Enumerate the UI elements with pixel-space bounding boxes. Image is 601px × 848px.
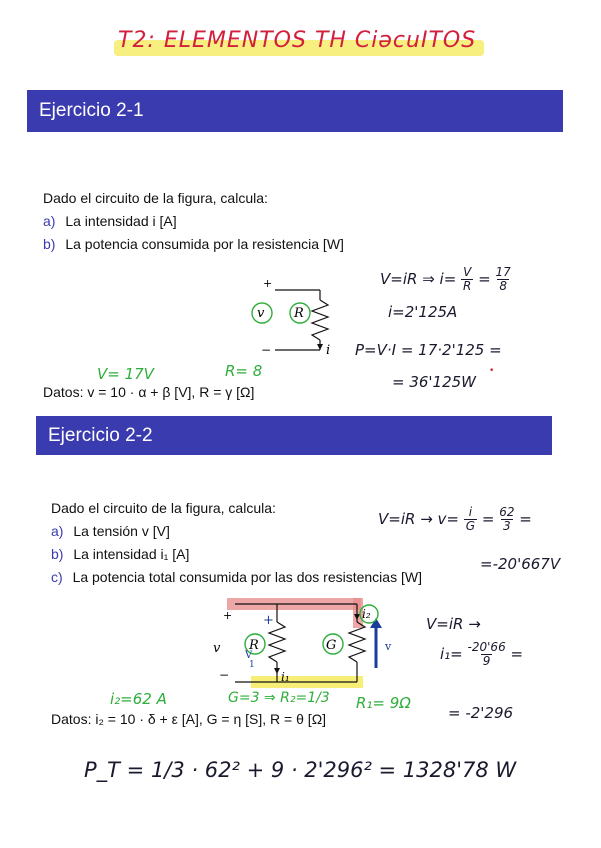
circuit-r-label: R (249, 638, 259, 653)
item-a-marker: a) (43, 213, 56, 229)
mark-arrow-v: v (385, 640, 392, 653)
circuit-i1-label: i₁ (281, 670, 290, 684)
exercise-2-2-item-c (51, 569, 422, 585)
circuit-minus-label: − (219, 668, 230, 682)
note-2-2-i1: i₁= $\frac{-20'66}{9}$ = (440, 640, 524, 668)
mark-1: 1 (249, 660, 255, 670)
note-frac1 (464, 506, 477, 533)
page-title: T2: ELEMENTOS TH CiəcuITOS (118, 28, 477, 53)
final-power-result: P_T = 1/3 · 62² + 9 · 2'296² = 1328'78 W (84, 758, 517, 782)
note-frac3 (468, 641, 506, 668)
note-2-1-line2: i=2'125A (388, 303, 458, 321)
note-2-2-line3: V=iR → (426, 615, 481, 633)
note-v-value: V= 17V (97, 365, 154, 383)
exercise-2-2-header (36, 416, 552, 455)
note-r1-value: R₁= 9Ω (356, 694, 411, 712)
exercise-2-2-item-a (51, 523, 170, 539)
circuit-plus-label: + (223, 609, 233, 622)
circuit-i2-label: i₂ (362, 607, 371, 621)
circuit-i-label: i (326, 343, 331, 358)
exercise-2-1-item-b (43, 236, 344, 252)
exercise-2-1-item-a (43, 213, 177, 229)
item-b-text: La potencia consumida por la resistencia [W] (65, 236, 344, 252)
item-c-text: La potencia total consumida por las dos resistencias [W] (72, 569, 422, 585)
note-g-value: G=3 ⇒ R₂=1/3 (228, 690, 330, 706)
note-ohm-law: V=iR ⇒ i= (380, 270, 457, 288)
mark-plus: + (263, 613, 274, 628)
item-b-marker: b) (43, 236, 56, 252)
circuit-g-label: G (326, 638, 337, 653)
frac1-num: i (468, 505, 473, 519)
frac3-den: 9 (482, 654, 491, 668)
mark-v: V (245, 650, 253, 661)
circuit-2-2 (205, 592, 410, 697)
note-i1-left: i₁= (440, 645, 463, 663)
frac2-den: 3 (503, 519, 511, 533)
note-2-2-line2: =-20'667V (480, 555, 561, 573)
exercise-2-1-intro: Dado el circuito de la figura, calcula: (43, 190, 268, 206)
frac1-den: R (463, 279, 472, 293)
item-a-text: La intensidad i [A] (65, 213, 177, 229)
circuit-v-label: v (213, 641, 221, 656)
item-c-marker: c) (51, 569, 63, 585)
exercise-2-1-datos: Datos: v = 10 · α + β [V], R = γ [Ω] (43, 384, 255, 400)
circuit-r-label: R (294, 306, 304, 321)
note-i2-value: i₂=62 A (110, 690, 167, 708)
circuit-v-label: v (257, 306, 265, 321)
frac2-den: 8 (499, 279, 507, 293)
item-b-marker: b) (51, 546, 64, 562)
note-2-2-line4: = -2'296 (448, 704, 514, 722)
exercise-2-2-datos: Datos: i₂ = 10 · δ + ε [A], G = η [S], R = θ [Ω] (51, 711, 327, 727)
frac2-num: 62 (499, 505, 515, 519)
note-red-dot: • (489, 366, 495, 376)
note-frac2 (496, 266, 511, 293)
note-frac1 (461, 266, 473, 293)
item-a-marker: a) (51, 523, 64, 539)
note-2-1-line1: V=iR ⇒ i= $\frac{V}{R}$ = $\frac{17}{8}$ (380, 265, 511, 293)
exercise-2-1-title: Ejercicio 2-1 (39, 100, 144, 121)
frac2-num: 17 (495, 265, 511, 279)
frac1-num: V (463, 265, 472, 279)
exercise-2-1-header (27, 90, 563, 132)
note-r-value: R= 8 (225, 362, 263, 380)
title-highlight-group (118, 28, 476, 53)
mark-minus: - (375, 617, 380, 631)
circuit-2-1 (235, 270, 345, 365)
circuit-minus-label: − (261, 343, 272, 357)
note-frac2 (499, 506, 514, 533)
item-b-text: La intensidad i₁ [A] (73, 546, 190, 562)
exercise-2-2-intro: Dado el circuito de la figura, calcula: (51, 500, 276, 516)
note-2-2-line1: V=iR → v= $\frac{i}{G}$ = $\frac{62}{3}$ = (378, 505, 532, 533)
exercise-2-2-item-b (51, 546, 189, 562)
note-ohm-law-2: V=iR → v= (378, 510, 459, 528)
note-2-1-line4: = 36'125W (392, 373, 477, 391)
frac3-num: -20'66 (467, 640, 506, 654)
circuit-plus-label: + (263, 277, 273, 290)
item-a-text: La tensión v [V] (73, 523, 170, 539)
frac1-den: G (465, 519, 476, 533)
exercise-2-2-title: Ejercicio 2-2 (48, 424, 153, 446)
note-2-1-line3: P=V·I = 17·2'125 = (355, 341, 502, 359)
